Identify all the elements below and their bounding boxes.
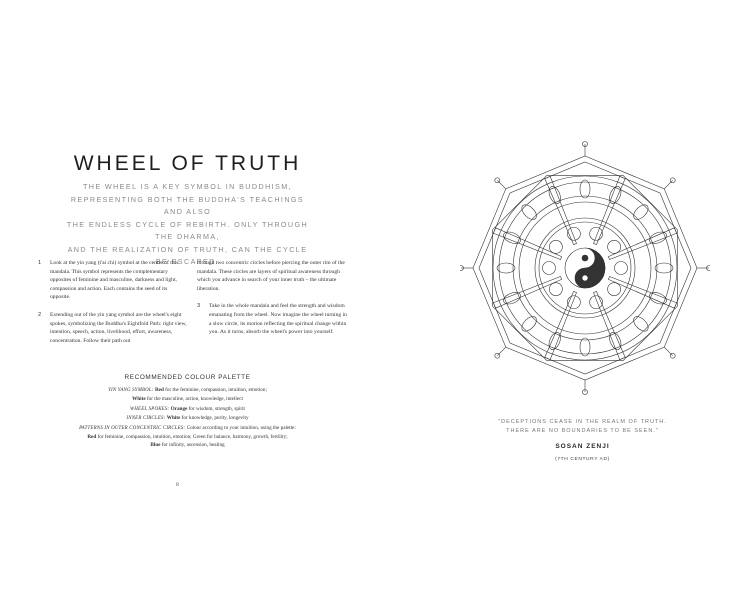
outer-ring-motif xyxy=(519,202,539,222)
wheel-spoke xyxy=(593,176,625,244)
palette-text: Colour according to your intuition, using the palette: xyxy=(185,424,296,431)
wheel-spoke xyxy=(608,276,676,308)
instruction-text: through two concentric circles before piercing the outer rim of the mandala. These circles are layers of spiritual awareness through which you advance in search of your inner truth – the ultimate liberation. xyxy=(197,260,345,292)
quote-line: "DECEPTIONS CEASE IN THE REALM OF TRUTH. xyxy=(498,419,667,425)
inner-circle xyxy=(590,296,603,309)
colour-palette xyxy=(40,386,335,450)
instruction-item xyxy=(38,311,188,345)
subtitle-line: AND THE REALIZATION OF TRUTH, CAN THE CYCLE BE ESCAPED. xyxy=(67,244,308,266)
yin-yang-dot xyxy=(582,255,588,261)
yin-yang-dark-half xyxy=(575,248,605,288)
finial-stem xyxy=(664,180,672,188)
page-number: 8 xyxy=(176,482,179,488)
palette-line xyxy=(40,386,335,395)
quote xyxy=(415,418,750,435)
wheel-mandala-illustration xyxy=(460,138,710,398)
palette-label: PATTERNS IN OUTER CONCENTRIC CIRCLES: xyxy=(79,425,186,431)
wheel-spoke xyxy=(608,228,676,260)
inner-circle xyxy=(549,283,562,296)
inner-circle xyxy=(543,262,556,275)
instruction-text: Take in the whole mandala and feel the strength and wisdom emanating from the wheel. Now imagine the wheel turning in a slow circle, its motion reflecting the spiritual change within you. As it turns, absorb the wheel's power into yourself. xyxy=(209,303,347,336)
outer-ring-motif xyxy=(580,338,590,356)
palette-colour: Red xyxy=(87,434,97,441)
instruction-number: 2 xyxy=(38,311,42,318)
wheel-spoke xyxy=(545,176,577,244)
finial-knob xyxy=(670,353,675,358)
inner-circle xyxy=(608,240,621,253)
finial-stem xyxy=(497,347,505,355)
palette-label: WHEEL SPOKES: xyxy=(130,406,170,412)
instructions-column-right xyxy=(197,259,347,346)
finial-knob xyxy=(495,353,500,358)
page-title: WHEEL OF TRUTH xyxy=(73,152,302,175)
outer-ring-motif xyxy=(580,180,590,198)
instruction-item xyxy=(197,302,347,336)
outer-ring-motif xyxy=(519,314,539,334)
instruction-number: 3 xyxy=(197,303,201,310)
right-page xyxy=(375,0,750,600)
instruction-item-continued xyxy=(197,259,347,293)
wheel-spoke xyxy=(493,276,561,308)
outer-ring-motif xyxy=(497,263,515,273)
palette-text: for the masculine, action, knowledge, intellect xyxy=(145,396,243,403)
subtitle-line: REPRESENTING BOTH THE BUDDHA'S TEACHINGS AND ALSO xyxy=(70,194,305,216)
finial-knob xyxy=(670,178,675,183)
palette-line xyxy=(40,414,335,423)
inner-circle xyxy=(590,227,603,240)
instruction-item xyxy=(38,259,188,302)
palette-label: YIN YANG SYMBOL: xyxy=(108,388,154,393)
quote-line: THERE ARE NO BOUNDARIES TO BE SEEN." xyxy=(506,427,659,434)
palette-colour: White xyxy=(132,396,146,403)
intro-subtitle xyxy=(60,181,315,269)
inner-circle xyxy=(567,296,580,309)
palette-line xyxy=(40,405,335,414)
yin-yang-dot xyxy=(582,275,588,281)
palette-text: for wisdom, strength, spirit xyxy=(187,405,245,412)
palette-colour: White xyxy=(166,415,181,422)
palette-label: INNER CIRCLES: xyxy=(126,416,166,422)
palette-text: for the feminine, compassion, intuition, emotion; xyxy=(163,387,267,393)
outer-ring-motif xyxy=(631,202,651,222)
quote-author-date: (7TH CENTURY AD) xyxy=(555,457,610,462)
palette-line xyxy=(40,424,335,433)
outer-ring-motif xyxy=(655,263,673,273)
instruction-text: Look at the yin yang (t'ai chi) symbol at the centre of this mandala. This symbol represents the complementary opposites of feminine and masculine, darkness and light, compassion and action. Each contains the seed of its opposite. xyxy=(50,260,179,301)
inner-circle xyxy=(615,262,628,275)
wheel-spoke xyxy=(593,291,625,359)
palette-colour: Red xyxy=(154,387,164,393)
outer-ring-motif xyxy=(631,314,651,334)
mandala-drawing xyxy=(460,138,710,398)
palette-colour: Orange xyxy=(170,405,188,412)
inner-circle xyxy=(608,283,621,296)
subtitle-line: THE ENDLESS CYCLE OF REBIRTH. ONLY THROUGH THE DHARMA, xyxy=(66,219,309,241)
palette-text: for feminine, compassion, intuition, emotion; Green for balance, harmony, growth, fertility; xyxy=(96,434,288,441)
quote-author: SOSAN ZENJI xyxy=(555,443,610,450)
inner-circle xyxy=(567,227,580,240)
palette-heading: RECOMMENDED COLOUR PALETTE xyxy=(124,374,251,381)
palette-text: for infinity, ascension, healing xyxy=(160,442,225,449)
instruction-text: Extending out of the yin yang symbol are the wheel's eight spokes, symbolizing the Buddha's Eightfold Path: right view, intention, speech, action, livelihood, effort, awareness, concentration. Follow their path out xyxy=(50,311,187,344)
palette-line xyxy=(40,433,335,441)
palette-colour: Blue xyxy=(150,442,161,449)
finial-stem xyxy=(497,180,505,188)
palette-line xyxy=(40,441,335,449)
instructions-column-left xyxy=(38,259,188,354)
wheel-spoke xyxy=(545,291,577,359)
subtitle-line: THE WHEEL IS A KEY SYMBOL IN BUDDHISM, xyxy=(82,182,293,191)
finial-stem xyxy=(664,347,672,355)
finial-knob xyxy=(495,178,500,183)
inner-circle xyxy=(549,240,562,253)
palette-line xyxy=(40,395,335,404)
palette-text: for knowledge, purity, longevity xyxy=(180,415,249,422)
instruction-number: 1 xyxy=(38,260,42,266)
wheel-spoke xyxy=(493,228,561,260)
